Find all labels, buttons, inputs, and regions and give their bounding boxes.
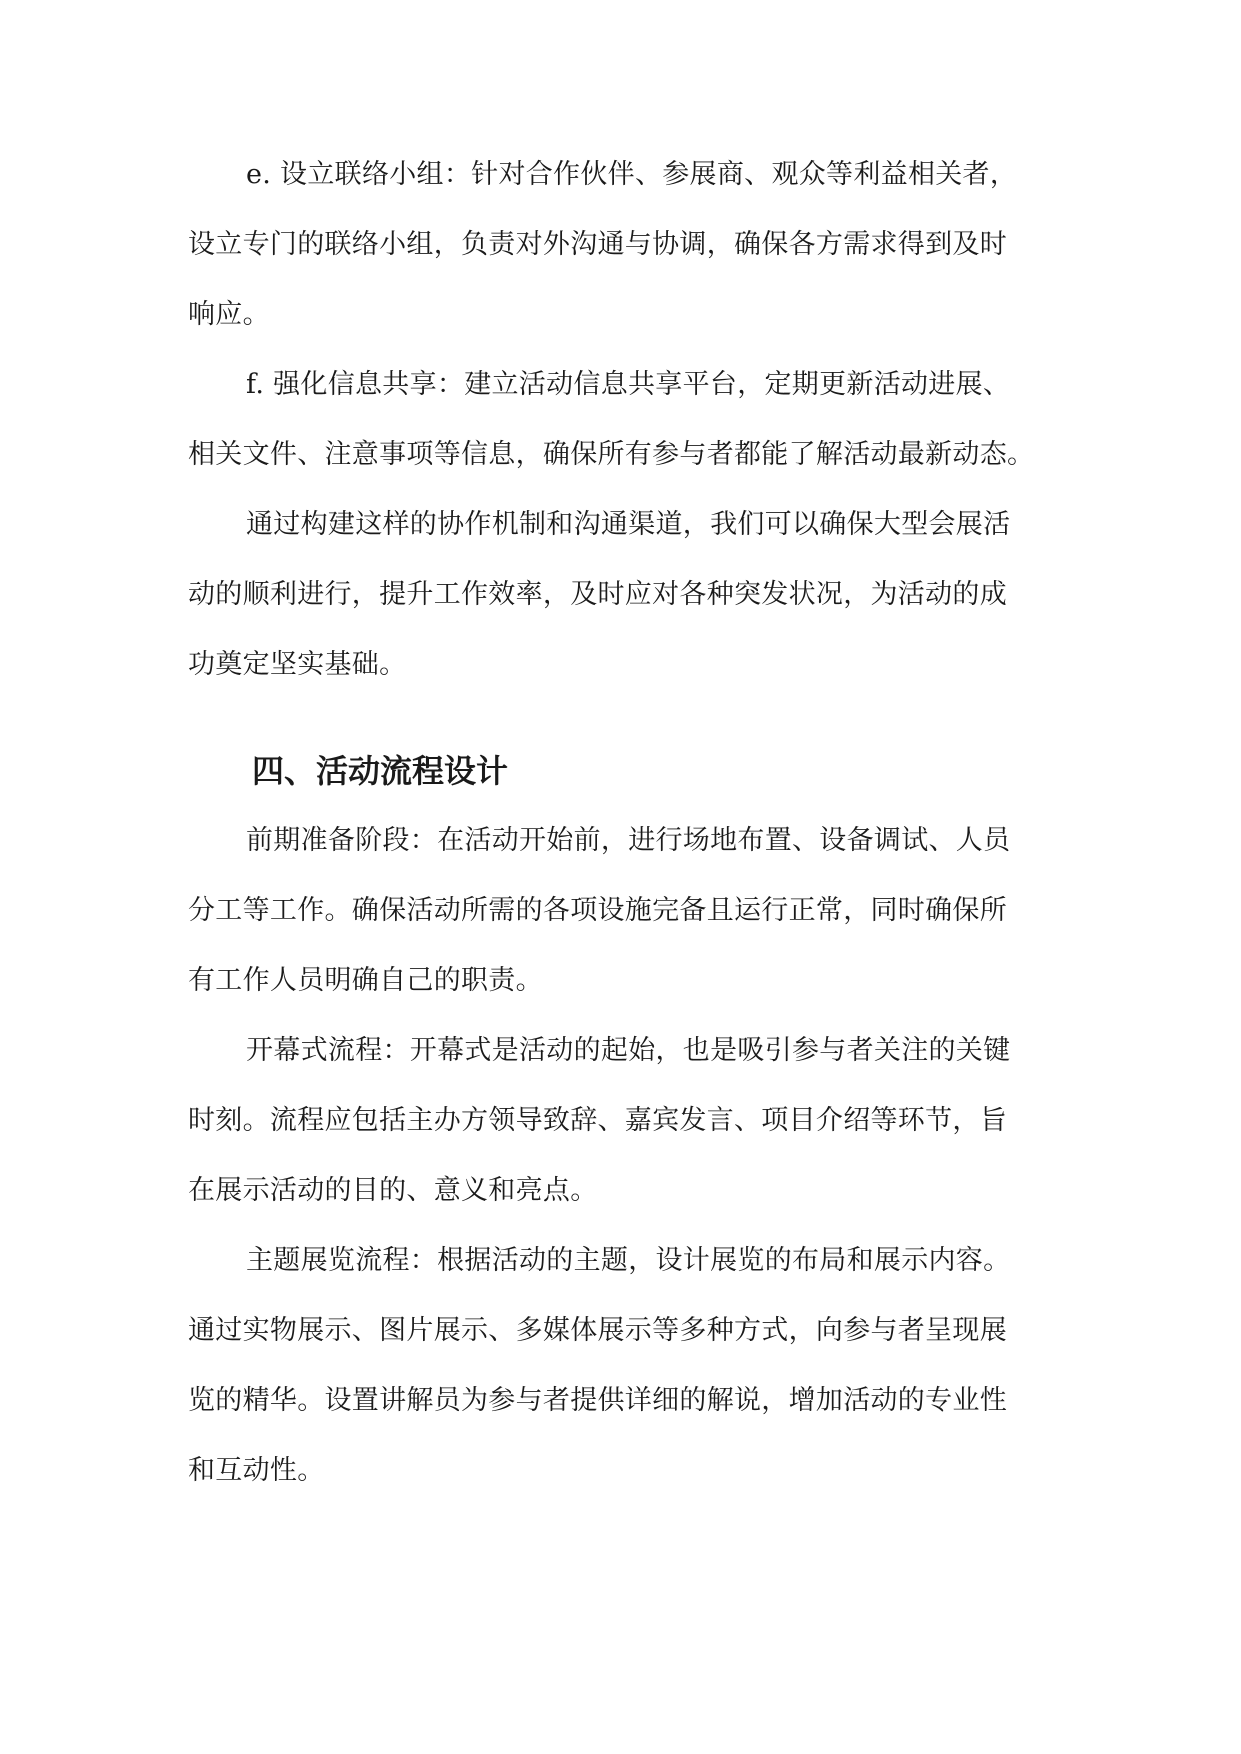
paragraph-exhibition [188, 1226, 1058, 1506]
text-line: 功奠定坚实基础。 [188, 649, 407, 680]
text-line: 相关文件、注意事项等信息，确保所有参与者都能了解活动最新动态。 [188, 439, 1035, 470]
text-line: 响应。 [188, 299, 270, 330]
paragraph-opening [188, 1016, 1058, 1226]
document-page [188, 140, 1058, 1506]
paragraph-preparation [188, 806, 1058, 1016]
text-line: e. 设立联络小组：针对合作伙伴、参展商、观众等利益相关者， [246, 159, 1018, 190]
section-heading: 四、活动流程设计 [252, 752, 509, 790]
text-line: 通过构建这样的协作机制和沟通渠道，我们可以确保大型会展活 [246, 509, 1011, 540]
text-line: 动的顺利进行，提升工作效率，及时应对各种突发状况，为活动的成 [188, 579, 1007, 610]
text-line: 设立专门的联络小组，负责对外沟通与协调，确保各方需求得到及时 [188, 229, 1007, 260]
text-line: 在展示活动的目的、意义和亮点。 [188, 1175, 598, 1206]
text-line: 分工等工作。确保活动所需的各项设施完备且运行正常，同时确保所 [188, 895, 1007, 926]
text-line: 和互动性。 [188, 1455, 325, 1486]
text-line: 通过实物展示、图片展示、多媒体展示等多种方式，向参与者呈现展 [188, 1315, 1007, 1346]
section-spacer [188, 700, 1058, 736]
text-line: 有工作人员明确自己的职责。 [188, 965, 543, 996]
text-line: 览的精华。设置讲解员为参与者提供详细的解说，增加活动的专业性 [188, 1385, 1007, 1416]
paragraph-f [188, 350, 1058, 490]
text-line: 前期准备阶段：在活动开始前，进行场地布置、设备调试、人员 [246, 825, 1011, 856]
paragraph-summary [188, 490, 1058, 700]
text-line: 开幕式流程：开幕式是活动的起始，也是吸引参与者关注的关键 [246, 1035, 1011, 1066]
text-line: 时刻。流程应包括主办方领导致辞、嘉宾发言、项目介绍等环节，旨 [188, 1105, 1007, 1136]
text-line: 主题展览流程：根据活动的主题，设计展览的布局和展示内容。 [246, 1245, 1011, 1276]
text-line: f. 强化信息共享：建立活动信息共享平台，定期更新活动进展、 [246, 369, 1011, 400]
paragraph-e [188, 140, 1058, 350]
